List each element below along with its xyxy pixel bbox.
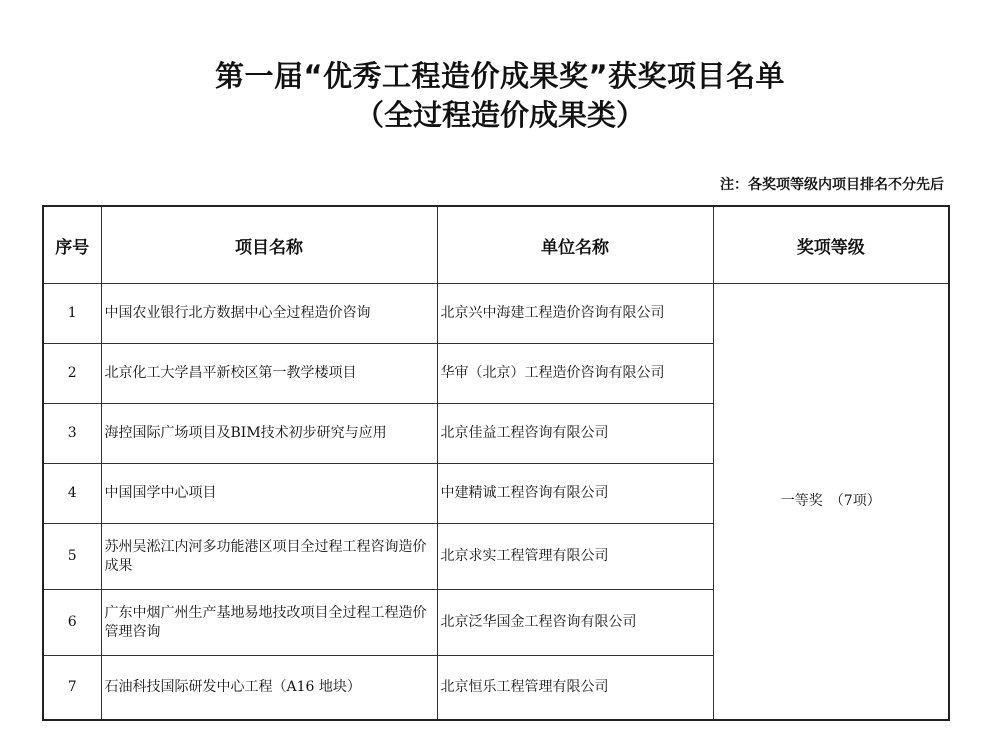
header-project: 项目名称 <box>101 206 437 284</box>
row-unit: 北京恒乐工程管理有限公司 <box>437 656 713 721</box>
row-project: 广东中烟广州生产基地易地技改项目全过程工程造价管理咨询 <box>101 590 437 656</box>
row-project: 中国农业银行北方数据中心全过程造价咨询 <box>101 284 437 344</box>
row-project: 石油科技国际研发中心工程（A16 地块） <box>101 656 437 721</box>
row-project: 苏州吴淞江内河多功能港区项目全过程工程咨询造价成果 <box>101 524 437 590</box>
row-unit: 中建精诚工程咨询有限公司 <box>437 464 713 524</box>
row-index: 7 <box>43 656 101 721</box>
row-unit: 北京泛华国金工程咨询有限公司 <box>437 590 713 656</box>
row-index: 2 <box>43 344 101 404</box>
table-row <box>43 284 949 344</box>
row-unit: 华审（北京）工程造价咨询有限公司 <box>437 344 713 404</box>
award-table <box>42 205 950 721</box>
row-project: 海控国际广场项目及BIM技术初步研究与应用 <box>101 404 437 464</box>
row-project: 北京化工大学昌平新校区第一教学楼项目 <box>101 344 437 404</box>
page-subtitle: （全过程造价成果类） <box>354 98 645 132</box>
row-project: 中国国学中心项目 <box>101 464 437 524</box>
row-index: 3 <box>43 404 101 464</box>
ranking-note: 注：各奖项等级内项目排名不分先后 <box>720 177 944 193</box>
row-index: 4 <box>43 464 101 524</box>
page-title: 第一届“优秀工程造价成果奖”获奖项目名单 <box>214 59 786 93</box>
award-level-cell: 一等奖 （7项） <box>713 284 949 721</box>
row-unit: 北京兴中海建工程造价咨询有限公司 <box>437 284 713 344</box>
row-index: 6 <box>43 590 101 656</box>
row-index: 1 <box>43 284 101 344</box>
row-index: 5 <box>43 524 101 590</box>
table-header-row <box>43 206 949 284</box>
row-unit: 北京求实工程管理有限公司 <box>437 524 713 590</box>
header-index: 序号 <box>43 206 101 284</box>
row-unit: 北京佳益工程咨询有限公司 <box>437 404 713 464</box>
header-unit: 单位名称 <box>437 206 713 284</box>
header-award: 奖项等级 <box>713 206 949 284</box>
